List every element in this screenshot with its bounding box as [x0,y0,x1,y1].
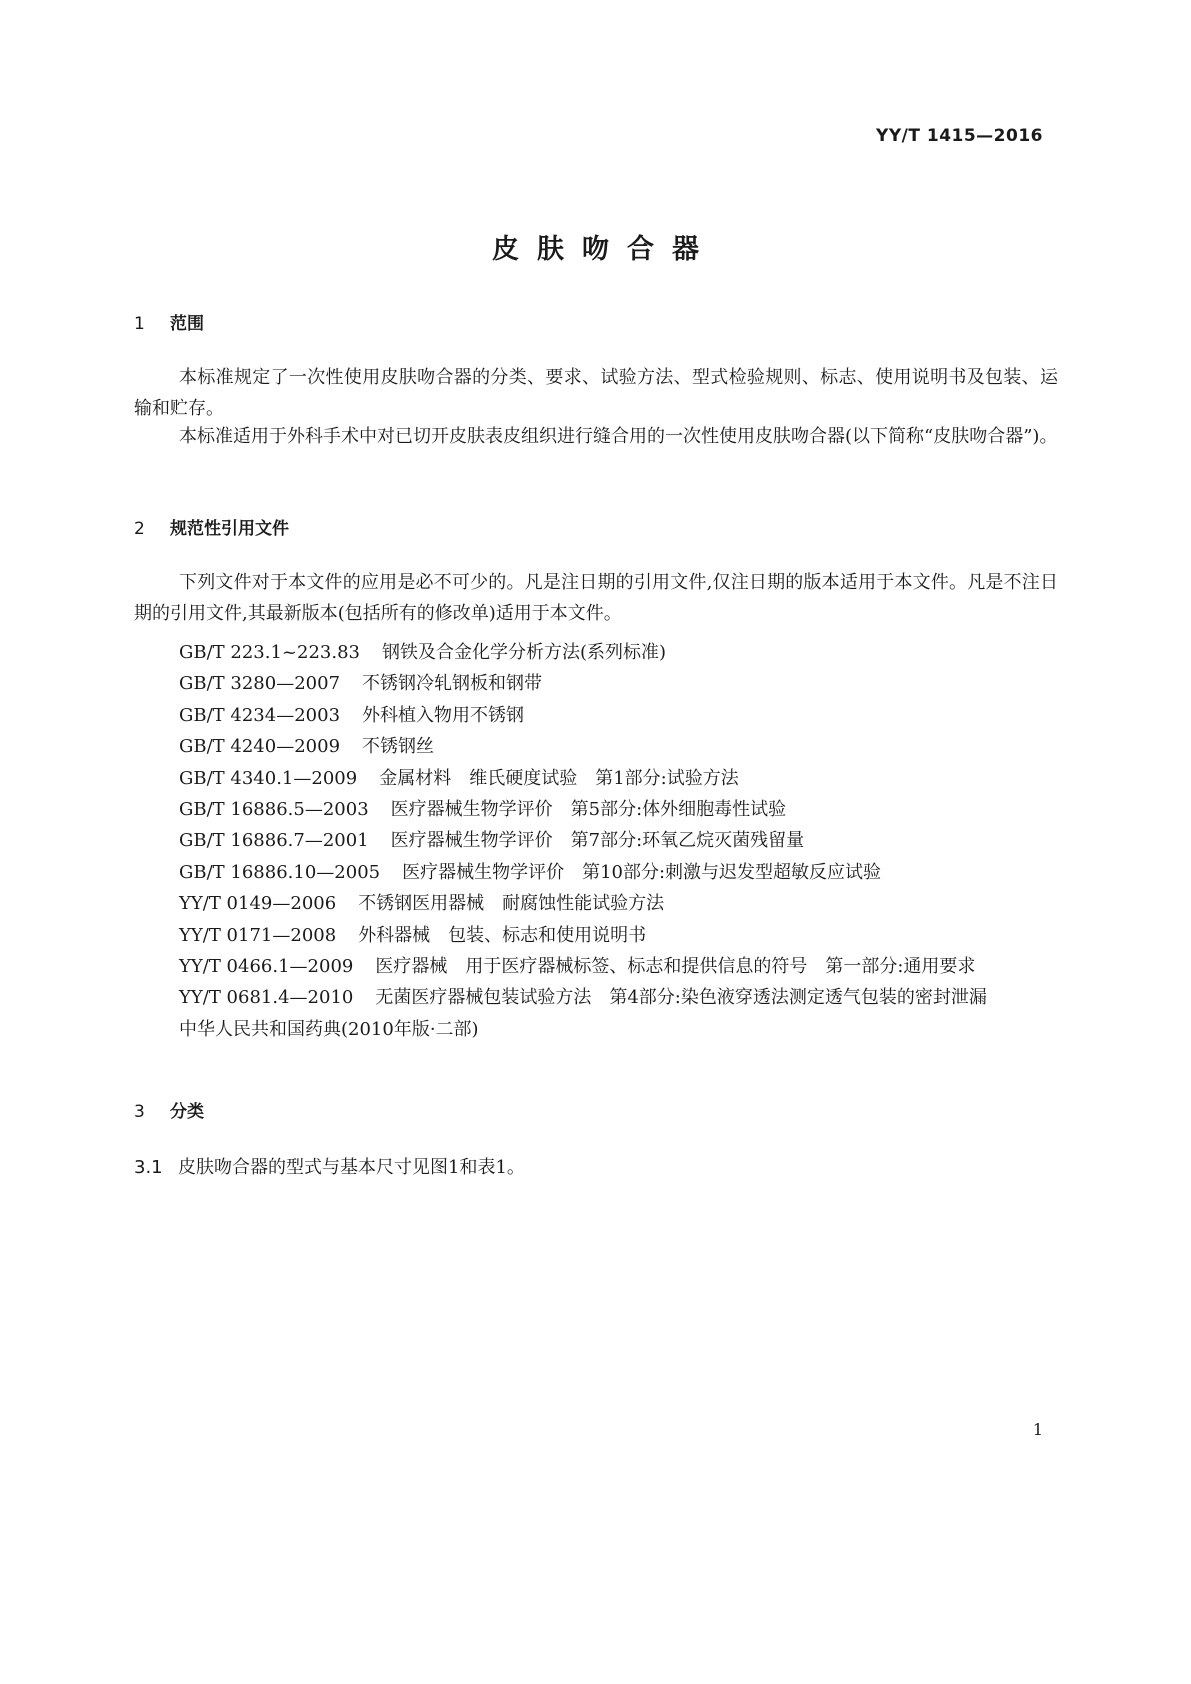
reference-list [134,637,1058,1045]
reference-title: 不锈钢冷轧钢板和钢带 [362,673,543,695]
reference-item [134,825,1058,856]
scope-paragraph-2: 本标准适用于外科手术中对已切开皮肤表皮组织进行缝合用的一次性使用皮肤吻合器(以下简称“皮肤吻合器”)。 [179,426,1058,447]
page-number: 1 [1032,1420,1043,1439]
reference-code: GB/T 4234—2003 [179,704,341,726]
section-heading-scope [134,309,204,334]
reference-title: 医疗器械生物学评价 第10部分:刺激与迟发型超敏反应试验 [402,861,882,883]
reference-code: GB/T 16886.7—2001 [179,830,369,852]
reference-title: 外科器械 包装、标志和使用说明书 [358,924,647,946]
section-number: 1 [134,314,145,334]
section-heading-classification [134,1097,204,1122]
reference-code: YY/T 0149—2006 [179,893,337,915]
clause-3-1 [134,1153,525,1179]
section-number: 3 [134,1102,145,1122]
reference-item [134,982,1058,1013]
clause-text: 皮肤吻合器的型式与基本尺寸见图1和表1。 [178,1157,525,1178]
reference-code: GB/T 223.1~223.83 [179,642,360,663]
reference-title: 外科植入物用不锈钢 [362,704,525,726]
reference-item [134,731,1058,762]
reference-item [134,888,1058,919]
reference-code: YY/T 0681.4—2010 [179,987,354,1009]
section-title: 分类 [170,1102,204,1122]
reference-item [134,951,1058,982]
reference-code: YY/T 0466.1—2009 [179,956,354,978]
scope-paragraph-1: 本标准规定了一次性使用皮肤吻合器的分类、要求、试验方法、型式检验规则、标志、使用说明书及包装、运输和贮存。 [134,367,1058,419]
reference-item [134,668,1058,699]
document-title: 皮肤吻合器 [492,234,717,265]
section-title: 范围 [170,314,204,334]
reference-title: 无菌医疗器械包装试验方法 第4部分:染色液穿透法测定透气包装的密封泄漏 [375,987,987,1009]
reference-title: 医疗器械生物学评价 第7部分:环氧乙烷灭菌残留量 [390,830,805,852]
reference-title: 金属材料 维氏硬度试验 第1部分:试验方法 [379,767,739,789]
reference-code: GB/T 3280—2007 [179,673,341,695]
reference-item [134,700,1058,731]
reference-title: 医疗器械生物学评价 第5部分:体外细胞毒性试验 [390,799,787,821]
references-intro: 下列文件对于本文件的应用是必不可少的。凡是注日期的引用文件,仅注日期的版本适用于本文件。凡是不注日期的引用文件,其最新版本(包括所有的修改单)适用于本文件。 [134,572,1058,624]
reference-item [134,794,1058,825]
section-heading-references [134,514,289,539]
reference-code: YY/T 0171—2008 [179,924,337,946]
reference-title: 不锈钢医用器械 耐腐蚀性能试验方法 [358,893,665,915]
reference-title: 中华人民共和国药典(2010年版·二部) [179,1018,479,1040]
clause-number: 3.1 [134,1157,163,1178]
reference-item [134,637,1058,668]
reference-item [134,920,1058,951]
reference-title: 不锈钢丝 [362,736,435,758]
reference-code: GB/T 4340.1—2009 [179,767,358,789]
standard-code: YY/T 1415—2016 [876,126,1043,146]
reference-code: GB/T 16886.5—2003 [179,799,369,821]
section-title: 规范性引用文件 [170,519,289,539]
reference-item [134,857,1058,888]
reference-title: 医疗器械 用于医疗器械标签、标志和提供信息的符号 第一部分:通用要求 [375,956,976,978]
section-number: 2 [134,519,145,539]
reference-title: 钢铁及合金化学分析方法(系列标准) [382,642,667,663]
reference-code: GB/T 16886.10—2005 [179,861,381,883]
reference-code: GB/T 4240—2009 [179,736,341,758]
reference-item [134,763,1058,794]
reference-item [134,1014,1058,1045]
